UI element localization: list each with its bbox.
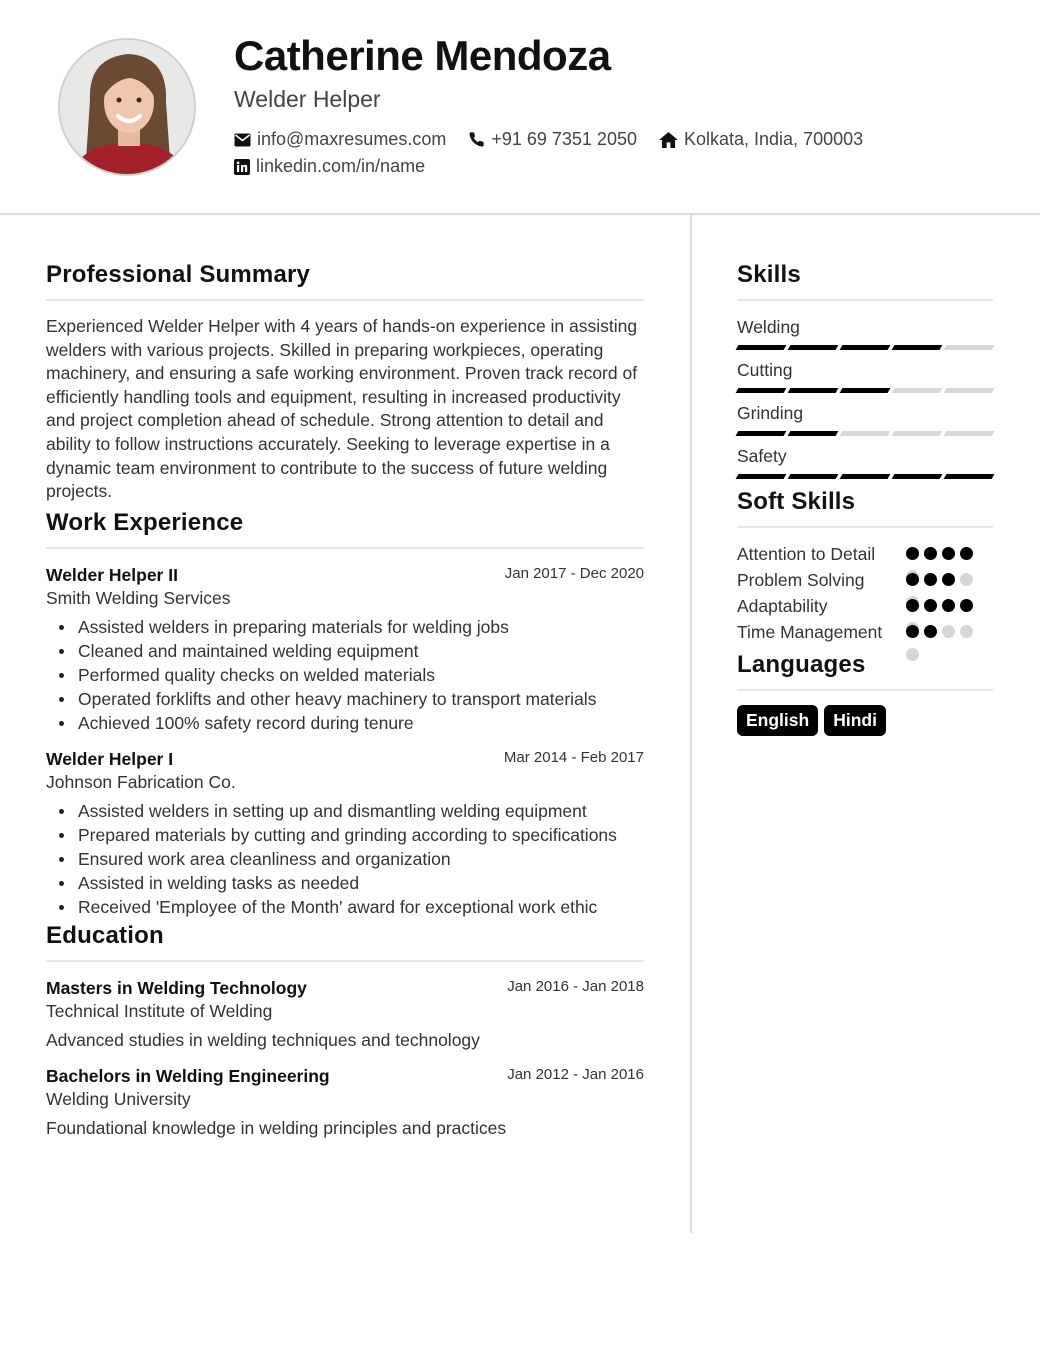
skill-name: Grinding (737, 403, 804, 423)
candidate-name: Catherine Mendoza (234, 32, 611, 79)
section-rule (46, 960, 644, 962)
degree-title: Masters in Welding Technology (46, 977, 307, 998)
school-name: Technical Institute of Welding (46, 1000, 273, 1021)
skill-level-segment (944, 388, 995, 393)
section-rule (737, 526, 993, 528)
contact-row (234, 129, 885, 150)
skill-name: Cutting (737, 360, 793, 380)
section-title-languages: Languages (737, 651, 866, 678)
rating-dot (924, 547, 937, 560)
rating-dot (942, 573, 955, 586)
job-bullets (46, 799, 644, 919)
skill-name: Welding (737, 317, 800, 337)
language-badge: Hindi (824, 705, 886, 736)
rating-dot (906, 625, 919, 638)
soft-skill-name: Attention to Detail (737, 544, 876, 564)
avatar (58, 38, 196, 176)
rating-dot (960, 625, 973, 638)
skill-level-bar (737, 474, 993, 479)
job-company: Smith Welding Services (46, 587, 231, 608)
rating-dot (906, 547, 919, 560)
list-item: Assisted welders in preparing materials for welding jobs (46, 615, 644, 639)
section-title-education: Education (46, 921, 164, 949)
skill-level-segment (840, 388, 891, 393)
skill-level-segment (944, 345, 995, 350)
envelope-icon (234, 133, 251, 147)
skill-level-segment (788, 388, 839, 393)
skill-level-segment (944, 474, 995, 479)
contact-phone[interactable] (468, 129, 637, 150)
skill-item (737, 444, 993, 479)
skill-level-segment (788, 474, 839, 479)
education-entry (46, 1064, 644, 1140)
job-dates: Mar 2014 - Feb 2017 (503, 748, 644, 766)
soft-skill-item (737, 594, 993, 618)
skill-level-segment (892, 474, 943, 479)
school-name: Welding University (46, 1088, 191, 1109)
resume-header (0, 0, 1040, 215)
contact-linkedin[interactable] (234, 156, 425, 177)
job-dates: Jan 2017 - Dec 2020 (504, 564, 644, 582)
profile-photo-icon (60, 40, 196, 176)
education-description: Foundational knowledge in welding principles and practices (46, 1117, 507, 1138)
job-title: Welder Helper II (46, 564, 178, 585)
column-divider (690, 215, 692, 1233)
language-badge: English (737, 705, 818, 736)
rating-dot (960, 547, 973, 560)
skill-item (737, 358, 993, 393)
job-entry (46, 563, 644, 735)
side-column (737, 258, 993, 736)
section-title-experience: Work Experience (46, 508, 244, 536)
list-item: Cleaned and maintained welding equipment (46, 639, 644, 663)
skill-level-segment (840, 474, 891, 479)
soft-skill-item (737, 542, 993, 566)
skill-level-segment (736, 345, 787, 350)
contact-row-2 (234, 156, 447, 177)
candidate-title: Welder Helper (234, 86, 381, 112)
soft-skill-item (737, 620, 993, 644)
education-dates: Jan 2012 - Jan 2016 (507, 1065, 644, 1083)
skill-level-segment (840, 431, 891, 436)
linkedin-text: linkedin.com/in/name (256, 156, 426, 176)
section-rule (46, 299, 644, 301)
skill-level-segment (892, 345, 943, 350)
section-title-summary: Professional Summary (46, 261, 311, 288)
list-item: Ensured work area cleanliness and organization (46, 847, 644, 871)
rating-dot (906, 648, 919, 661)
section-rule (46, 547, 644, 549)
skill-item (737, 401, 993, 436)
rating-dot (924, 625, 937, 638)
list-item: Performed quality checks on welded materials (46, 663, 644, 687)
skill-level-bar (737, 345, 993, 350)
list-item: Achieved 100% safety record during tenure (46, 711, 644, 735)
skill-level-segment (892, 431, 943, 436)
skill-level-segment (944, 431, 995, 436)
rating-dot (942, 599, 955, 612)
skill-item (737, 315, 993, 350)
skill-level-segment (736, 431, 787, 436)
soft-skill-name: Adaptability (737, 596, 828, 616)
rating-dot (906, 599, 919, 612)
contact-location (659, 129, 863, 150)
skill-level-segment (788, 431, 839, 436)
section-title-skills: Skills (737, 261, 801, 288)
skill-level-bar (737, 388, 993, 393)
job-entry (46, 747, 644, 919)
location-text: Kolkata, India, 700003 (683, 129, 864, 149)
rating-dot (960, 599, 973, 612)
soft-skill-name: Problem Solving (737, 570, 865, 590)
education-entry (46, 976, 644, 1052)
skill-level-segment (736, 388, 787, 393)
list-item: Operated forklifts and other heavy machinery to transport materials (46, 687, 644, 711)
rating-dot (924, 573, 937, 586)
home-icon (659, 132, 678, 148)
skill-level-segment (788, 345, 839, 350)
list-item: Received 'Employee of the Month' award for exceptional work ethic (46, 895, 644, 919)
list-item: Prepared materials by cutting and grinding according to specifications (46, 823, 644, 847)
section-title-soft-skills: Soft Skills (737, 488, 856, 515)
degree-title: Bachelors in Welding Engineering (46, 1065, 330, 1086)
education-dates: Jan 2016 - Jan 2018 (507, 977, 644, 995)
section-rule (737, 299, 993, 301)
skill-level-segment (840, 345, 891, 350)
phone-icon (468, 131, 485, 148)
rating-dot (906, 573, 919, 586)
main-column (46, 258, 644, 1140)
list-item: Assisted welders in setting up and dismantling welding equipment (46, 799, 644, 823)
job-title: Welder Helper I (46, 748, 174, 769)
skills-list (737, 315, 993, 479)
education-description: Advanced studies in welding techniques and technology (46, 1029, 480, 1050)
contact-email[interactable] (234, 129, 446, 150)
phone-text: +91 69 7351 2050 (491, 129, 637, 149)
soft-skills-list (737, 542, 993, 644)
skill-level-segment (736, 474, 787, 479)
soft-skill-item (737, 568, 993, 592)
section-rule (737, 689, 993, 691)
rating-dot (942, 547, 955, 560)
linkedin-icon (234, 159, 250, 175)
skill-level-bar (737, 431, 993, 436)
soft-skill-name: Time Management (737, 622, 883, 642)
soft-skill-rating (906, 625, 978, 671)
rating-dot (960, 573, 973, 586)
email-text: info@maxresumes.com (257, 129, 447, 149)
job-bullets (46, 615, 644, 735)
rating-dot (924, 599, 937, 612)
languages-list (737, 705, 993, 736)
summary-text: Experienced Welder Helper with 4 years of hands-on experience in assisting welders with various projects. Skilled in preparing workpieces, operating machinery, and ensuring a safe working environment. Proven track record of efficiently handling tools and equipment, resulting in increased productivity and project completion ahead of schedule. Strong attention to detail and ability to follow instructions accurately. Seeking to leverage expertise in a dynamic team environment to contribute to the success of future welding projects. (46, 316, 638, 502)
rating-dot (942, 625, 955, 638)
list-item: Assisted in welding tasks as needed (46, 871, 644, 895)
skill-level-segment (892, 388, 943, 393)
job-company: Johnson Fabrication Co. (46, 771, 236, 792)
skill-name: Safety (737, 446, 787, 466)
